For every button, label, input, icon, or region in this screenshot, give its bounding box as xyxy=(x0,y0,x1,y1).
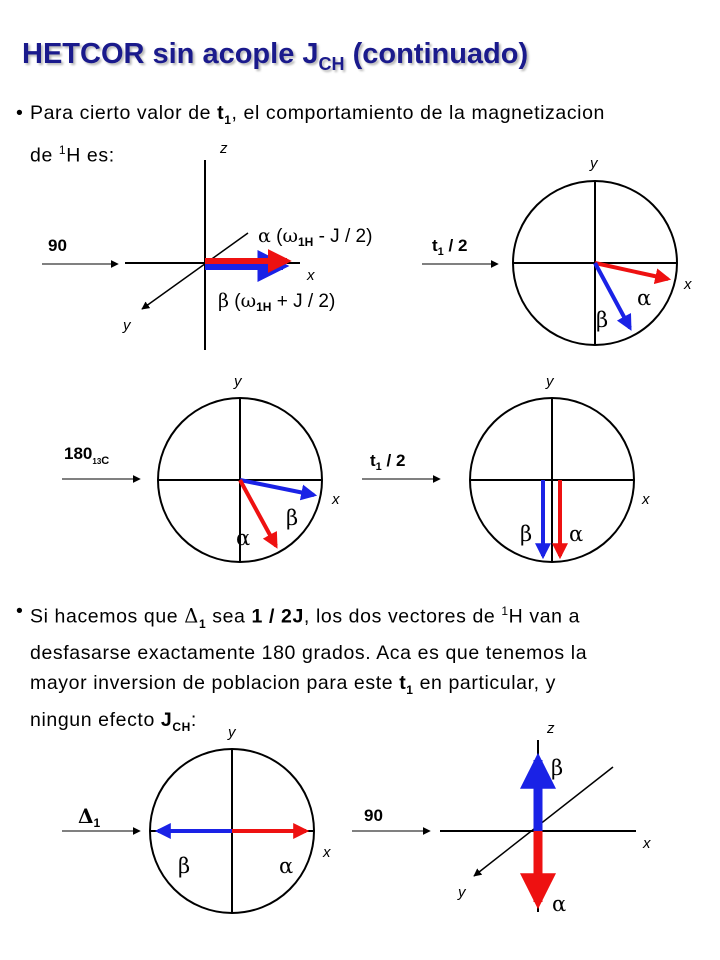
alpha-vector xyxy=(595,263,668,279)
pulse-180-carbon-step xyxy=(62,444,140,479)
t1-half-step-2 xyxy=(362,451,440,479)
pulse-90-step xyxy=(42,236,118,264)
pulse-180-label: $180_{13}C$ xyxy=(64,444,110,467)
alpha-label: α xyxy=(552,892,567,916)
bullet: • xyxy=(16,600,24,622)
panel-final-3d-axes xyxy=(440,720,651,916)
beta-vector xyxy=(240,480,314,495)
beta-label: β xyxy=(596,308,609,332)
t1-half-step-1 xyxy=(422,236,498,264)
y-axis xyxy=(474,767,613,876)
panel-circle-refocused xyxy=(470,373,650,562)
page-title: HETCOR sin acople $J_{CH}$ (continuado) xyxy=(22,38,529,74)
t1-half-label: $t_1 / 2$ xyxy=(370,451,406,473)
y-axis-label: y xyxy=(123,317,131,334)
panel-circle-antiphase xyxy=(150,724,331,913)
alpha-label: α xyxy=(236,526,251,550)
alpha-label: α xyxy=(569,522,584,546)
x-axis-label: x xyxy=(332,491,340,508)
pulse-90-label: 90 xyxy=(48,236,67,255)
x-axis-label: x xyxy=(307,267,315,284)
intro-paragraph: • Para cierto valor de $t_1$, el comportamiento de la magnetizacion de $^1$H es: xyxy=(30,98,700,170)
beta-label: β xyxy=(178,854,191,878)
beta-frequency-label: β $(\omega_{1H} + J / 2)$ xyxy=(218,290,336,314)
x-axis-label: x xyxy=(642,491,650,508)
y-axis-label: y xyxy=(234,373,242,390)
z-axis-label: z xyxy=(547,720,555,737)
delta1-label: $\Delta_1$ xyxy=(78,804,101,830)
z-axis-label: z xyxy=(220,140,228,157)
y-axis-label: y xyxy=(590,155,598,172)
y-axis-label: y xyxy=(458,884,466,901)
pulse-90-step-2 xyxy=(352,806,430,831)
x-axis-label: x xyxy=(684,276,692,293)
x-axis-label: x xyxy=(323,844,331,861)
t1-half-label: $t_1 / 2$ xyxy=(432,236,468,258)
conclusion-paragraph: • Si hacemos que $\Delta_1$ sea 1 / 2J, los dos vectores de $^1$H van a desfasarse exactamente 180 grados. Aca es que tenemos la mayor inversion de poblacion para este $t_1$ en particular, y ningun efecto $J_{CH}$: xyxy=(30,596,700,742)
x-axis-label: x xyxy=(643,835,651,852)
alpha-label: α xyxy=(637,286,652,310)
delta1-step xyxy=(62,804,140,831)
panel-circle-after-180 xyxy=(158,373,340,562)
beta-label: β xyxy=(551,756,564,780)
panel-initial-3d-axes xyxy=(122,140,372,350)
pulse-90-label: 90 xyxy=(364,806,383,825)
beta-label: β xyxy=(286,506,299,530)
bullet: • xyxy=(16,102,24,124)
y-axis-label: y xyxy=(546,373,554,390)
alpha-label: α xyxy=(279,854,294,878)
beta-label: β xyxy=(520,522,533,546)
y-axis-label: y xyxy=(228,724,236,741)
alpha-frequency-label: α ($\omega_{1H}$ - J / 2) xyxy=(258,225,373,249)
panel-circle-after-t1-half xyxy=(513,155,692,345)
